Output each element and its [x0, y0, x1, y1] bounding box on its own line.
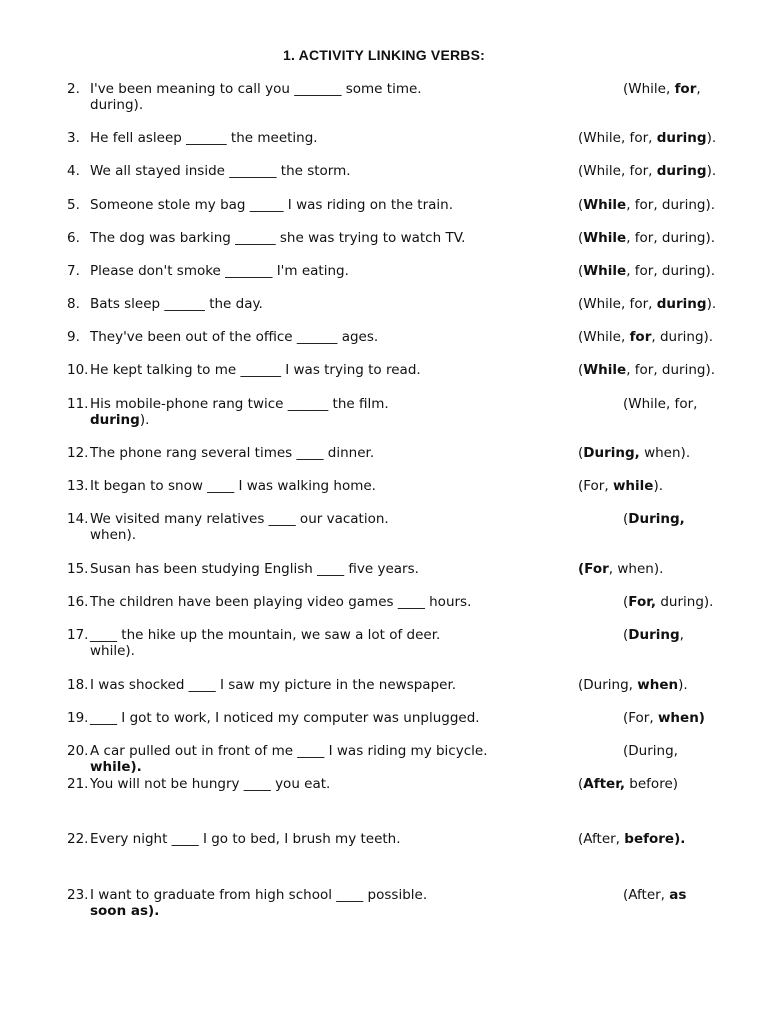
item-options [578, 677, 688, 693]
option-text: , when). [608, 561, 664, 577]
item-sentence: ____ the hike up the mountain, we saw a lot of deer. [90, 627, 441, 643]
answer-highlight: while). [90, 759, 142, 775]
option-text: ). [706, 296, 717, 312]
option-text: (While, for, [578, 296, 657, 312]
item-options-continued [90, 903, 159, 919]
item-options [623, 710, 705, 726]
item-number: 14. [67, 511, 89, 527]
answer-highlight: ( [578, 561, 585, 577]
answer-highlight: for [674, 81, 697, 97]
option-text: (During, [623, 743, 678, 759]
option-text: ( [578, 776, 584, 792]
item-options [578, 130, 716, 146]
item-options [578, 263, 715, 279]
answer-highlight: when) [657, 710, 705, 726]
item-options [623, 396, 697, 412]
item-number: 4. [67, 163, 80, 179]
item-options-continued [90, 643, 135, 659]
item-sentence: We all stayed inside _______ the storm. [90, 163, 351, 179]
option-text: during). [90, 97, 144, 113]
item-options [578, 329, 713, 345]
item-options [578, 776, 678, 792]
option-text: (For, [578, 478, 613, 494]
item-number: 5. [67, 197, 80, 213]
worksheet-title: 1. ACTIVITY LINKING VERBS: [283, 47, 485, 63]
item-sentence: Someone stole my bag _____ I was riding on the train. [90, 197, 454, 213]
answer-highlight: during [656, 296, 707, 312]
item-number: 16. [67, 594, 89, 610]
answer-highlight: soon as). [90, 903, 160, 919]
answer-highlight: During, [628, 511, 685, 527]
item-options-continued [90, 527, 136, 543]
item-number: 21. [67, 776, 89, 792]
option-text: ). [706, 163, 717, 179]
item-options [578, 296, 716, 312]
option-text: ( [578, 362, 584, 378]
item-number: 22. [67, 831, 89, 847]
answer-highlight: during [656, 163, 707, 179]
answer-highlight: For [584, 561, 609, 577]
item-number: 13. [67, 478, 89, 494]
item-options [578, 831, 685, 847]
item-number: 8. [67, 296, 80, 312]
option-text: ( [623, 627, 629, 643]
option-text: , during). [651, 329, 714, 345]
item-options [623, 887, 686, 903]
answer-highlight: While [583, 362, 627, 378]
option-text: ). [139, 412, 150, 428]
item-sentence: He fell asleep ______ the meeting. [90, 130, 318, 146]
item-options [623, 594, 713, 610]
item-number: 7. [67, 263, 80, 279]
item-options [578, 230, 715, 246]
option-text: ( [623, 594, 629, 610]
item-sentence: Every night ____ I go to bed, I brush my teeth. [90, 831, 401, 847]
answer-highlight: as [669, 887, 687, 903]
option-text: (While, for, [623, 396, 698, 412]
option-text: ( [623, 511, 629, 527]
option-text: (During, [578, 677, 638, 693]
item-sentence: ____ I got to work, I noticed my computer was unplugged. [90, 710, 480, 726]
answer-highlight: During [628, 627, 680, 643]
option-text: while). [90, 643, 135, 659]
option-text: (After, [578, 831, 625, 847]
item-options [623, 627, 684, 643]
option-text: when). [639, 445, 691, 461]
item-sentence: I was shocked ____ I saw my picture in the newspaper. [90, 677, 457, 693]
item-number: 17. [67, 627, 89, 643]
item-options-continued [90, 412, 149, 428]
answer-highlight: before). [624, 831, 686, 847]
answer-highlight: While [583, 230, 627, 246]
option-text: , [679, 627, 684, 643]
option-text: before) [625, 776, 679, 792]
option-text: ). [678, 677, 688, 693]
answer-highlight: While [583, 263, 627, 279]
answer-highlight: While [583, 197, 627, 213]
item-sentence: He kept talking to me ______ I was trying to read. [90, 362, 421, 378]
item-sentence: Please don't smoke _______ I'm eating. [90, 263, 349, 279]
option-text: ( [578, 445, 584, 461]
item-sentence: A car pulled out in front of me ____ I was riding my bicycle. [90, 743, 488, 759]
item-options [578, 362, 715, 378]
item-number: 9. [67, 329, 80, 345]
item-sentence: Bats sleep ______ the day. [90, 296, 263, 312]
item-sentence: They've been out of the office ______ ages. [90, 329, 379, 345]
answer-highlight: During, [583, 445, 640, 461]
option-text: (After, [623, 887, 670, 903]
item-number: 20. [67, 743, 89, 759]
item-sentence: His mobile-phone rang twice ______ the film. [90, 396, 389, 412]
item-number: 3. [67, 130, 80, 146]
item-options-continued [90, 759, 142, 775]
item-number: 6. [67, 230, 80, 246]
item-sentence: I've been meaning to call you _______ some time. [90, 81, 422, 97]
answer-highlight: for [629, 329, 652, 345]
item-sentence: You will not be hungry ____ you eat. [90, 776, 331, 792]
item-options [623, 511, 685, 527]
option-text: , [696, 81, 701, 97]
option-text: ( [578, 230, 584, 246]
option-text: , for, during). [626, 362, 716, 378]
item-number: 23. [67, 887, 89, 903]
item-number: 19. [67, 710, 89, 726]
item-number: 15. [67, 561, 89, 577]
item-number: 2. [67, 81, 80, 97]
item-number: 11. [67, 396, 89, 412]
option-text: when). [90, 527, 137, 543]
item-sentence: Susan has been studying English ____ five years. [90, 561, 419, 577]
answer-highlight: during [656, 130, 707, 146]
item-sentence: It began to snow ____ I was walking home. [90, 478, 376, 494]
option-text: ). [706, 130, 717, 146]
option-text: (While, [578, 329, 630, 345]
option-text: , for, during). [626, 263, 716, 279]
item-sentence: The children have been playing video games ____ hours. [90, 594, 472, 610]
item-options [578, 197, 715, 213]
option-text: (While, [623, 81, 675, 97]
item-options [578, 561, 663, 577]
option-text: during). [656, 594, 714, 610]
option-text: , for, during). [626, 230, 716, 246]
item-number: 18. [67, 677, 89, 693]
answer-highlight: when [637, 677, 679, 693]
item-options [578, 163, 716, 179]
item-sentence: I want to graduate from high school ____ possible. [90, 887, 428, 903]
option-text: ( [578, 197, 584, 213]
option-text: (While, for, [578, 163, 657, 179]
item-options [578, 478, 663, 494]
answer-highlight: while [612, 478, 654, 494]
item-options [623, 81, 701, 97]
item-sentence: The dog was barking ______ she was trying to watch TV. [90, 230, 466, 246]
answer-highlight: After, [583, 776, 626, 792]
option-text: (For, [623, 710, 658, 726]
option-text: ( [578, 263, 584, 279]
option-text: (While, for, [578, 130, 657, 146]
item-options [623, 743, 678, 759]
item-sentence: We visited many relatives ____ our vacation. [90, 511, 389, 527]
option-text: , for, during). [626, 197, 716, 213]
item-options [578, 445, 690, 461]
item-number: 10. [67, 362, 89, 378]
answer-highlight: during [90, 412, 140, 428]
item-number: 12. [67, 445, 89, 461]
answer-highlight: For, [628, 594, 657, 610]
option-text: ). [653, 478, 664, 494]
item-options-continued [90, 97, 143, 113]
item-sentence: The phone rang several times ____ dinner. [90, 445, 375, 461]
